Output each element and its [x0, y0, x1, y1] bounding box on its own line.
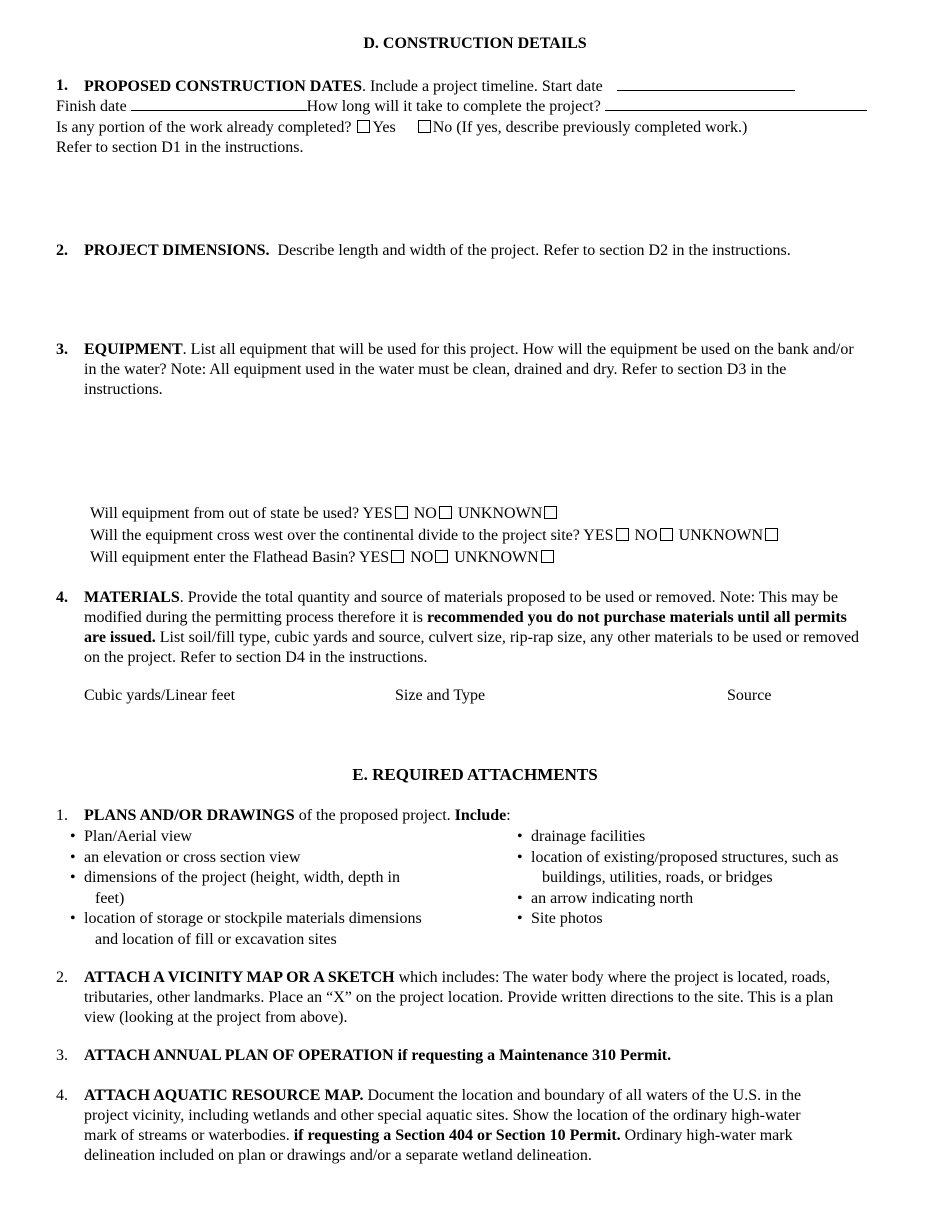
list-item [68, 827, 468, 848]
completed-no-label: No (If yes, describe previously completed work.) [432, 119, 748, 136]
completed-yes-checkbox[interactable] [357, 120, 370, 133]
e4-line2: project vicinity, including wetlands and other special aquatic sites. Show the location of the ordinary high-water [84, 1107, 801, 1124]
e2-number: 2. [56, 969, 68, 986]
e4-number: 4. [56, 1087, 68, 1104]
flathead-row [90, 547, 780, 569]
cross-divide-yes-checkbox[interactable] [616, 528, 629, 541]
e4-line1: Document the location and boundary of all waters of the U.S. in the [363, 1087, 802, 1104]
e4-line3c: Ordinary high-water mark [620, 1127, 793, 1144]
list-item-text: drainage facilities [531, 828, 646, 845]
e1-heading-line [84, 806, 511, 826]
e1-text: of the proposed project. [294, 807, 455, 824]
q1-text: . Include a project timeline. Start date [361, 78, 603, 95]
e1-heading: PLANS AND/OR DRAWINGS [84, 807, 295, 824]
flathead-yes-checkbox[interactable] [391, 550, 404, 563]
q3-text [84, 340, 854, 400]
q2-line [84, 241, 791, 261]
list-item-text: location of storage or stockpile materials dimensions [84, 910, 422, 927]
q4-line1: . Provide the total quantity and source of materials proposed to be used or removed. Note: This may be [179, 589, 838, 606]
e4-heading: ATTACH AQUATIC RESOURCE MAP. [84, 1087, 364, 1104]
list-item [68, 909, 468, 950]
materials-col-size-type: Size and Type [395, 687, 486, 704]
list-item [68, 868, 468, 909]
q4-text [84, 588, 859, 668]
flathead-no-label: NO [410, 549, 434, 566]
q4-line2b: recommended you do not purchase materials until all permits [427, 609, 847, 626]
equipment-questions [90, 503, 780, 569]
cross-divide-row [90, 525, 780, 547]
e2-heading: ATTACH A VICINITY MAP OR A SKETCH [84, 969, 395, 986]
q1-heading: PROPOSED CONSTRUCTION DATES [84, 78, 362, 95]
q2-heading: PROJECT DIMENSIONS. [84, 242, 270, 259]
list-item [68, 848, 468, 869]
cross-divide-unknown-checkbox[interactable] [765, 528, 778, 541]
e2-line2: tributaries, other landmarks. Place an “X” on the project location. Provide written directions to the site. This is a plan [84, 989, 834, 1006]
list-item-text-cont: buildings, utilities, roads, or bridges [542, 869, 773, 886]
out-of-state-row [90, 503, 780, 525]
list-item-text-cont: feet) [95, 889, 125, 907]
start-date-field[interactable] [617, 76, 795, 91]
completed-no-checkbox[interactable] [418, 120, 431, 133]
completion-time-field[interactable] [605, 96, 867, 111]
materials-col-source: Source [727, 687, 772, 704]
e1-colon: : [506, 807, 511, 824]
q3-text-line2: in the water? Note: All equipment used in the water must be clean, drained and dry. Refer to section D3 in the [84, 361, 787, 378]
q1-number: 1. [56, 77, 68, 94]
list-item-text: Plan/Aerial view [84, 828, 192, 845]
out-of-state-yes-checkbox[interactable] [395, 506, 408, 519]
q3-heading: EQUIPMENT [84, 341, 183, 358]
list-item-text: an arrow indicating north [531, 889, 694, 907]
finish-date-field[interactable] [131, 96, 307, 111]
q4-number: 4. [56, 589, 68, 606]
list-item [515, 889, 915, 910]
flathead-unknown-label: UNKNOWN [454, 549, 539, 566]
flathead-unknown-checkbox[interactable] [541, 550, 554, 563]
out-of-state-no-label: NO [413, 505, 437, 522]
e4-text [84, 1086, 801, 1166]
q1-line1 [84, 76, 795, 97]
cross-divide-question: Will the equipment cross west over the continental divide to the project site? YES [90, 527, 614, 544]
completed-yes-label: Yes [372, 119, 396, 136]
list-item-text: an elevation or cross section view [84, 848, 301, 866]
list-item [515, 827, 915, 848]
list-item-text-cont: and location of fill or excavation sites [95, 930, 337, 948]
q1-line2 [56, 96, 867, 117]
q2-text: Describe length and width of the project. Refer to section D2 in the instructions. [277, 242, 791, 259]
list-item [515, 848, 915, 889]
flathead-no-checkbox[interactable] [435, 550, 448, 563]
q3-text-line3: instructions. [84, 381, 163, 398]
flathead-question: Will equipment enter the Flathead Basin? YES [90, 549, 390, 566]
e4-line3a: mark of streams or waterbodies. [84, 1127, 294, 1144]
q4-heading: MATERIALS [84, 589, 180, 606]
out-of-state-unknown-label: UNKNOWN [457, 505, 543, 522]
cross-divide-no-label: NO [634, 527, 658, 544]
e4-line4: delineation included on plan or drawings and/or a separate wetland delineation. [84, 1147, 592, 1164]
list-item [515, 909, 915, 930]
e4-line3b: if requesting a Section 404 or Section 10 Permit. [293, 1127, 621, 1144]
q3-text-line1: . List all equipment that will be used for this project. How will the equipment be used on the bank and/or [182, 341, 854, 358]
list-item-text: location of existing/proposed structures, such as [531, 848, 839, 866]
section-e-title: E. REQUIRED ATTACHMENTS [352, 765, 598, 784]
q1-line3 [56, 118, 747, 138]
how-long-label: How long will it take to complete the project? [306, 98, 601, 115]
e3-number: 3. [56, 1047, 68, 1064]
e2-line3: view (looking at the project from above). [84, 1009, 348, 1026]
q3-number: 3. [56, 341, 68, 358]
e1-left-list [68, 827, 468, 950]
cross-divide-unknown-label: UNKNOWN [678, 527, 764, 544]
materials-col-quantity: Cubic yards/Linear feet [84, 687, 236, 704]
q4-line2a: modified during the permitting process therefore it is [84, 609, 428, 626]
list-item-text: dimensions of the project (height, width, depth in [84, 869, 400, 886]
e2-text [84, 968, 833, 1028]
e2-line1: which includes: The water body where the project is located, roads, [394, 969, 831, 986]
finish-date-label: Finish date [56, 98, 127, 115]
e3-heading: ATTACH ANNUAL PLAN OF OPERATION if requesting a Maintenance 310 Permit. [84, 1047, 672, 1064]
out-of-state-no-checkbox[interactable] [439, 506, 452, 519]
completed-question: Is any portion of the work already completed? [56, 119, 352, 136]
q4-line3b: List soil/fill type, cubic yards and source, culvert size, rip-rap size, any other materials to be used or removed [155, 629, 860, 646]
out-of-state-question: Will equipment from out of state be used? YES [90, 505, 393, 522]
section-d-title: D. CONSTRUCTION DETAILS [363, 35, 587, 52]
e1-number: 1. [56, 807, 68, 824]
list-item-text: Site photos [531, 910, 603, 927]
q4-line3a: are issued. [84, 629, 156, 646]
q2-number: 2. [56, 242, 68, 259]
cross-divide-no-checkbox[interactable] [660, 528, 673, 541]
out-of-state-unknown-checkbox[interactable] [544, 506, 557, 519]
e1-include: Include [454, 807, 507, 824]
e1-right-list [515, 827, 915, 930]
q1-refer: Refer to section D1 in the instructions. [56, 139, 304, 156]
q4-line4: on the project. Refer to section D4 in the instructions. [84, 649, 428, 666]
